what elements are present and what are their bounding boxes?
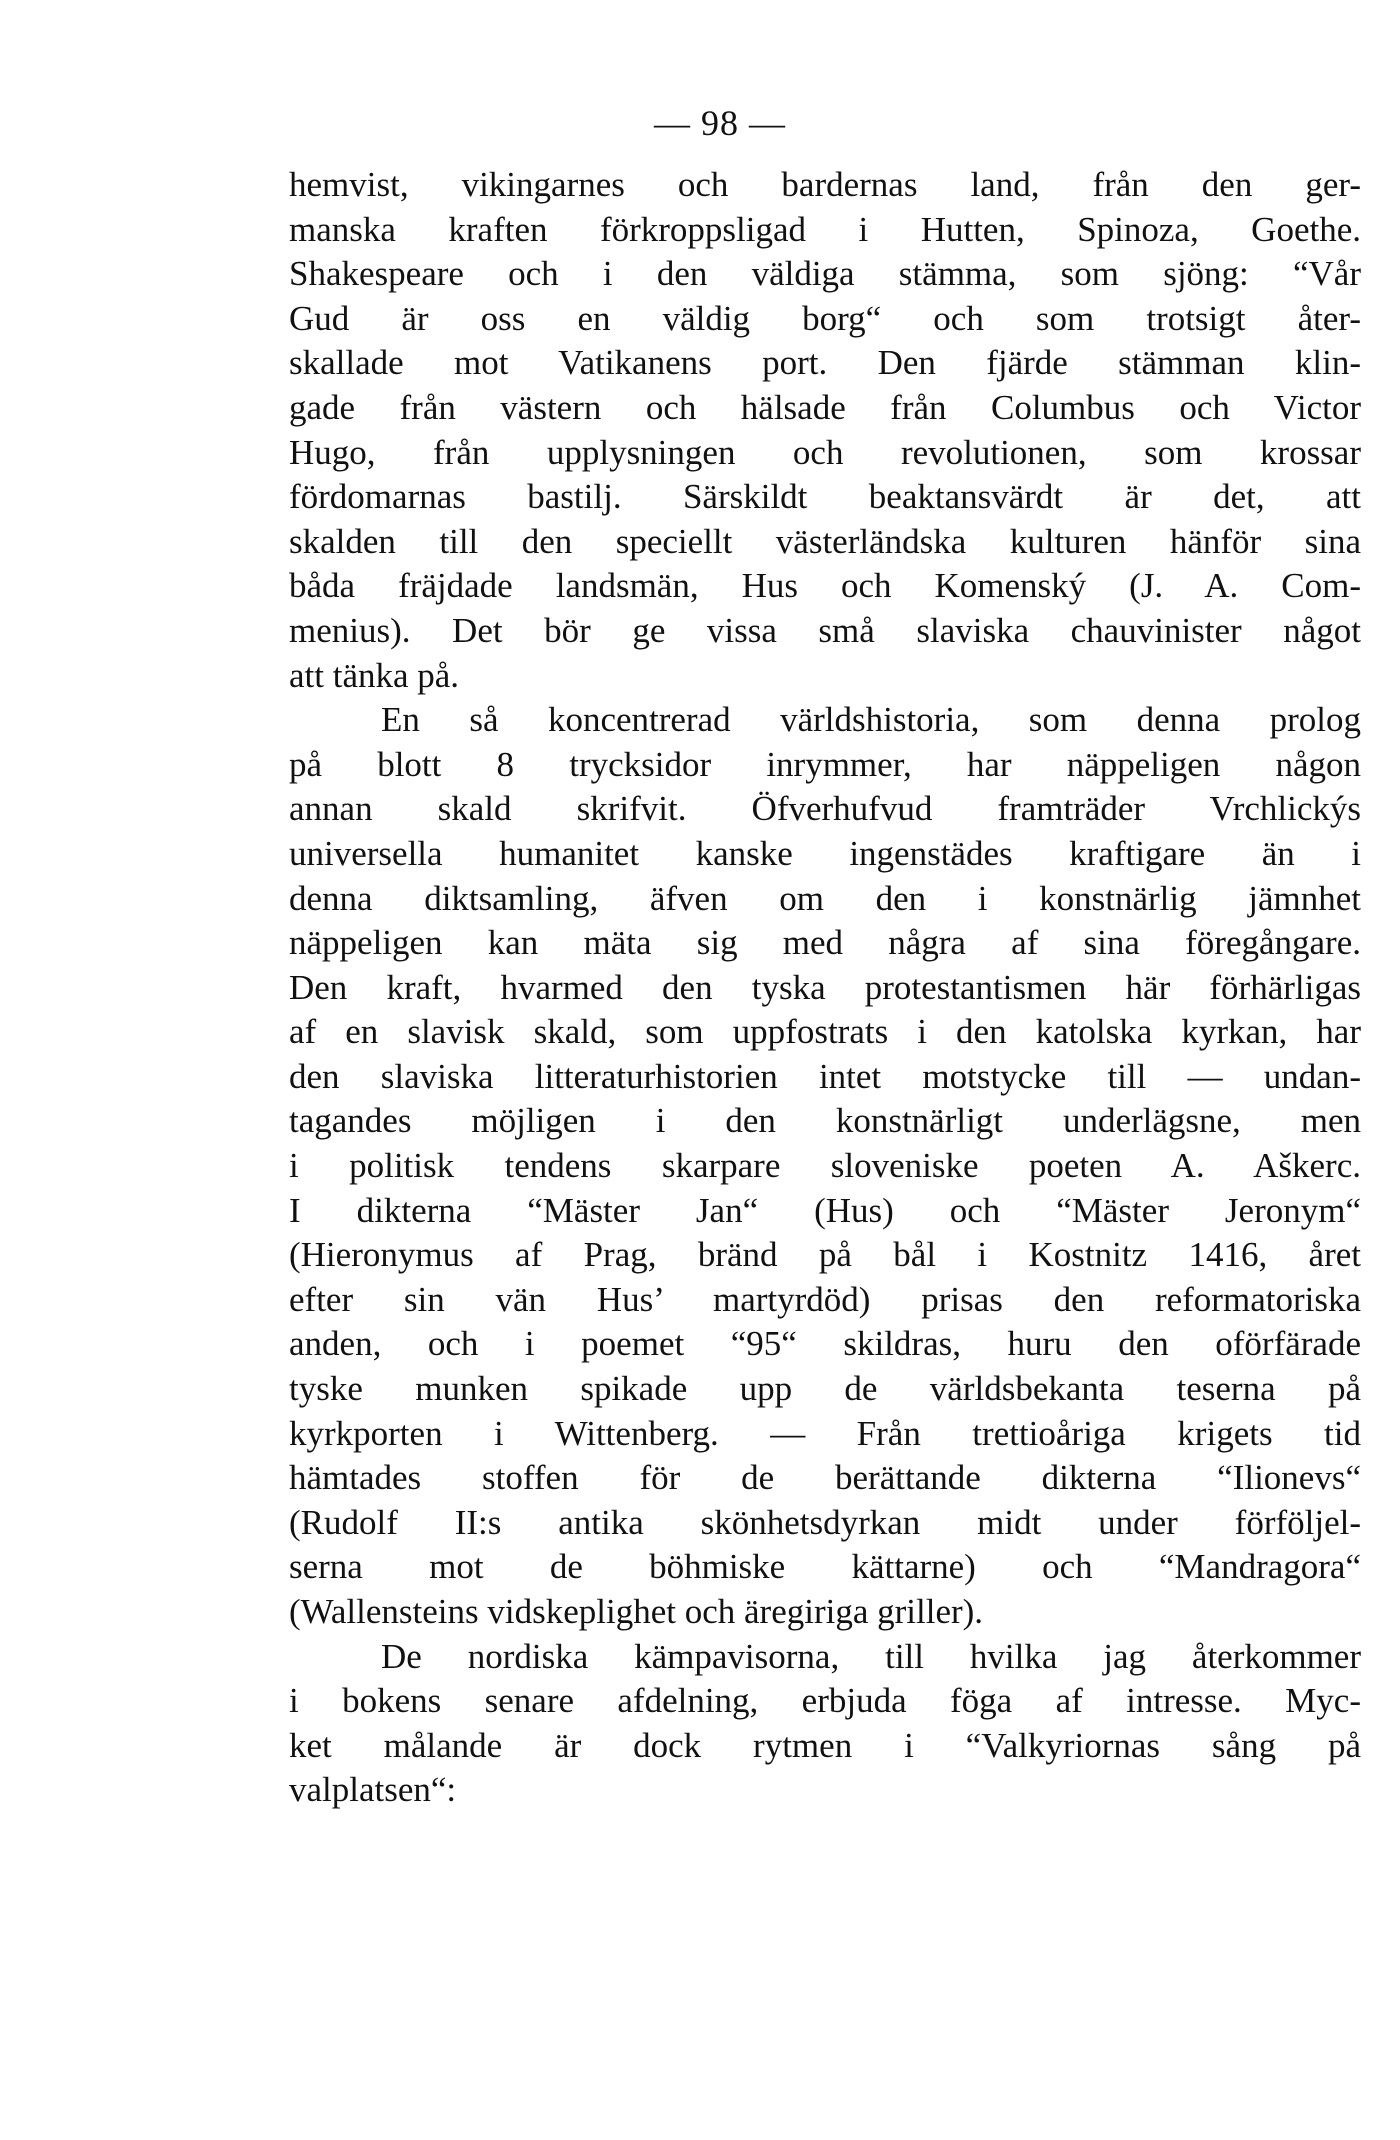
body-text <box>289 163 1361 1813</box>
text-line: menius). Det bör ge vissa små slaviska chauvinister något <box>289 610 1361 650</box>
text-line: hämtades stoffen för de berättande dikterna “Ilionevs“ <box>289 1458 1361 1498</box>
text-line: (Hieronymus af Prag, bränd på bål i Kostnitz 1416, året <box>289 1235 1361 1275</box>
text-line: En så koncentrerad världshistoria, som denna prolog <box>381 700 1361 740</box>
text-line: skallade mot Vatikanens port. Den fjärde stämman klin- <box>289 343 1361 383</box>
text-line: i politisk tendens skarpare sloveniske poeten A. Aškerc. <box>289 1146 1361 1186</box>
text-line: I dikterna “Mäster Jan“ (Hus) och “Mäster Jeronym“ <box>289 1190 1361 1230</box>
text-line: skalden till den speciellt västerländska kulturen hänför sina <box>289 521 1361 561</box>
text-line: tagandes möjligen i den konstnärligt underlägsne, men <box>289 1101 1361 1141</box>
text-line: Hugo, från upplysningen och revolutionen, som krossar <box>289 432 1361 472</box>
text-line: den slaviska litteraturhistorien intet motstycke till — undan- <box>289 1056 1361 1096</box>
text-line: näppeligen kan mäta sig med några af sina föregångare. <box>289 923 1361 963</box>
text-line: på blott 8 trycksidor inrymmer, har näppeligen någon <box>289 744 1361 784</box>
text-line: De nordiska kämpavisorna, till hvilka jag återkommer <box>381 1636 1361 1676</box>
text-line: efter sin vän Hus’ martyrdöd) prisas den reformatoriska <box>289 1279 1361 1319</box>
text-line: (Wallensteins vidskeplighet och äregiriga griller). <box>289 1592 984 1631</box>
text-line: af en slavisk skald, som uppfostrats i den katolska kyrkan, har <box>289 1012 1361 1052</box>
text-line: båda fräjdade landsmän, Hus och Komenský (J. A. Com- <box>289 566 1361 606</box>
text-line: hemvist, vikingarnes och bardernas land, från den ger- <box>289 165 1361 204</box>
text-line: tyske munken spikade upp de världsbekanta teserna på <box>289 1369 1361 1409</box>
text-line: kyrkporten i Wittenberg. — Från trettioåriga krigets tid <box>289 1413 1361 1453</box>
text-line: valplatsen“: <box>289 1770 457 1810</box>
text-line: (Rudolf II:s antika skönhetsdyrkan midt under förföljel- <box>289 1502 1361 1542</box>
text-line: serna mot de böhmiske kättarne) och “Mandragora“ <box>289 1547 1361 1587</box>
text-line: Gud är oss en väldig borg“ och som trotsigt åter- <box>289 298 1361 338</box>
text-line: i bokens senare afdelning, erbjuda föga af intresse. Myc- <box>289 1681 1361 1721</box>
text-line: Den kraft, hvarmed den tyska protestantismen här förhärligas <box>289 967 1361 1007</box>
text-line: denna diktsamling, äfven om den i konstnärlig jämnhet <box>289 878 1361 918</box>
text-line: manska kraften förkroppsligad i Hutten, Spinoza, Goethe. <box>289 209 1361 249</box>
text-line: universella humanitet kanske ingenstädes kraftigare än i <box>289 833 1361 873</box>
text-line: att tänka på. <box>289 655 460 695</box>
text-line: Shakespeare och i den väldiga stämma, som sjöng: “Vår <box>289 254 1361 294</box>
text-line: annan skald skrifvit. Öfverhufvud framträder Vrchlickýs <box>289 789 1361 829</box>
text-line: anden, och i poemet “95“ skildras, huru den oförfärade <box>289 1324 1361 1364</box>
text-line: ket målande är dock rytmen i “Valkyriornas sång på <box>289 1725 1361 1765</box>
page-number: — 98 — <box>654 103 786 143</box>
text-line: fördomarnas bastilj. Särskildt beaktansvärdt är det, att <box>289 477 1361 517</box>
text-line: gade från västern och hälsade från Columbus och Victor <box>289 387 1361 427</box>
